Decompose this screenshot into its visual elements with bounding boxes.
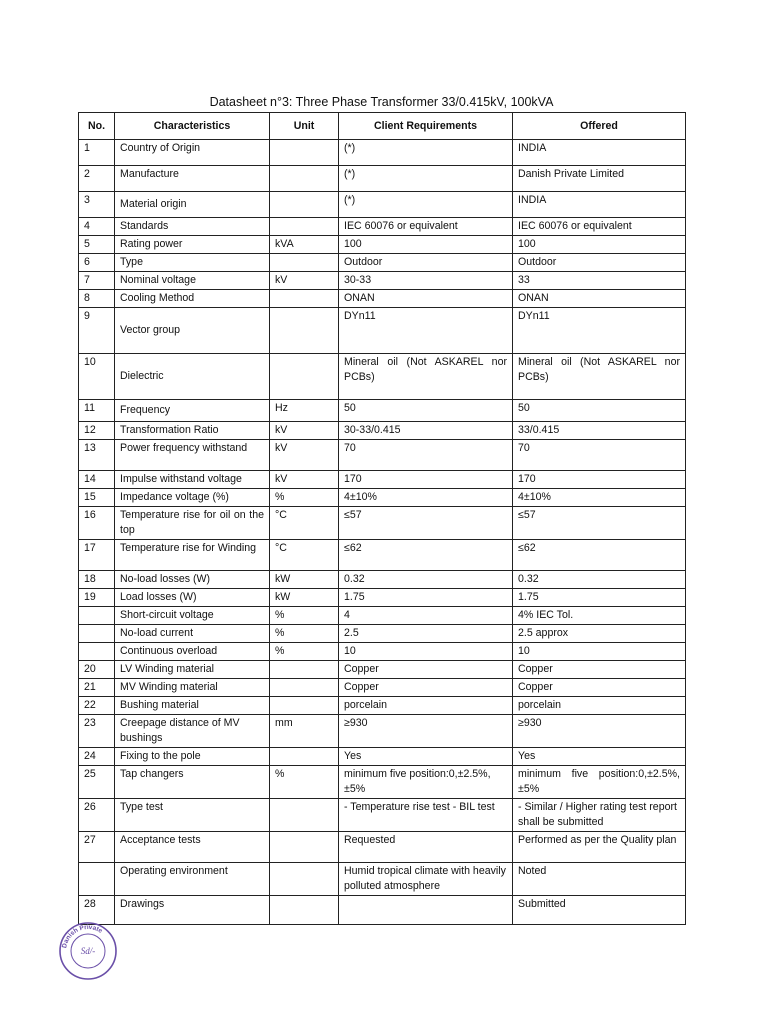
row-characteristic: Vector group [115,308,270,354]
row-unit [270,863,339,896]
row-client-requirement: 50 [339,400,513,422]
row-characteristic: Continuous overload [115,643,270,661]
row-offered: Noted [513,863,686,896]
row-unit [270,192,339,218]
row-client-requirement: Copper [339,661,513,679]
table-row [79,661,686,679]
row-offered: 33/0.415 [513,422,686,440]
row-unit: % [270,607,339,625]
row-characteristic: Type [115,254,270,272]
row-offered: ≤57 [513,507,686,540]
row-client-requirement: 4 [339,607,513,625]
row-client-requirement: Yes [339,748,513,766]
row-characteristic: Drawings [115,896,270,925]
row-unit: % [270,489,339,507]
table-row [79,272,686,290]
row-number: 17 [79,540,115,571]
row-unit: °C [270,540,339,571]
table-row [79,715,686,748]
row-client-requirement: 170 [339,471,513,489]
row-unit [270,308,339,354]
row-offered: ONAN [513,290,686,308]
row-offered: Performed as per the Quality plan [513,832,686,863]
header-row [79,113,686,140]
row-number: 5 [79,236,115,254]
row-client-requirement: 2.5 [339,625,513,643]
row-characteristic: Type test [115,799,270,832]
row-unit: kV [270,440,339,471]
row-unit [270,254,339,272]
row-client-requirement: Humid tropical climate with heavily polluted atmosphere [339,863,513,896]
row-offered: Danish Private Limited [513,166,686,192]
row-offered: 4% IEC Tol. [513,607,686,625]
row-unit: kV [270,471,339,489]
row-characteristic: Impedance voltage (%) [115,489,270,507]
table-row [79,607,686,625]
row-characteristic: Dielectric [115,354,270,400]
row-client-requirement: 30-33/0.415 [339,422,513,440]
header-no: No. [79,113,115,140]
row-unit [270,697,339,715]
row-client-requirement: 4±10% [339,489,513,507]
row-client-requirement: (*) [339,140,513,166]
row-offered: - Similar / Higher rating test report shall be submitted [513,799,686,832]
row-characteristic: Acceptance tests [115,832,270,863]
row-characteristic: Power frequency withstand [115,440,270,471]
row-client-requirement: 70 [339,440,513,471]
row-characteristic: Short-circuit voltage [115,607,270,625]
row-client-requirement: DYn11 [339,308,513,354]
row-offered: INDIA [513,140,686,166]
row-client-requirement: ≥930 [339,715,513,748]
row-number: 23 [79,715,115,748]
row-characteristic: Fixing to the pole [115,748,270,766]
table-row [79,236,686,254]
row-unit [270,218,339,236]
row-number [79,643,115,661]
row-unit: mm [270,715,339,748]
row-unit: kVA [270,236,339,254]
row-characteristic: Standards [115,218,270,236]
table-row [79,863,686,896]
table-row [79,643,686,661]
table-row [79,679,686,697]
row-number: 11 [79,400,115,422]
table-row [79,896,686,925]
row-number: 9 [79,308,115,354]
table-row [79,308,686,354]
row-number: 6 [79,254,115,272]
table-row [79,471,686,489]
row-offered: 70 [513,440,686,471]
row-number: 28 [79,896,115,925]
row-unit [270,832,339,863]
table-row [79,422,686,440]
row-offered: DYn11 [513,308,686,354]
row-number: 7 [79,272,115,290]
table-row [79,218,686,236]
table-row [79,166,686,192]
table-row [79,254,686,272]
row-characteristic: No-load current [115,625,270,643]
row-unit [270,354,339,400]
row-characteristic: Bushing material [115,697,270,715]
row-number: 13 [79,440,115,471]
row-characteristic: Country of Origin [115,140,270,166]
row-offered: 33 [513,272,686,290]
table-row [79,507,686,540]
table-row [79,192,686,218]
row-client-requirement: Copper [339,679,513,697]
row-offered: IEC 60076 or equivalent [513,218,686,236]
table-row [79,832,686,863]
datasheet-title: Datasheet n°3: Three Phase Transformer 33/0.415kV, 100kVA [209,95,554,109]
row-offered: 10 [513,643,686,661]
row-characteristic: Transformation Ratio [115,422,270,440]
row-client-requirement: porcelain [339,697,513,715]
row-number: 21 [79,679,115,697]
row-characteristic: Material origin [115,192,270,218]
row-number: 19 [79,589,115,607]
row-client-requirement: Outdoor [339,254,513,272]
row-offered: Submitted [513,896,686,925]
row-offered: 0.32 [513,571,686,589]
row-offered: ≤62 [513,540,686,571]
row-client-requirement: ONAN [339,290,513,308]
table-row [79,400,686,422]
row-number: 16 [79,507,115,540]
row-offered: 170 [513,471,686,489]
row-offered: Outdoor [513,254,686,272]
row-number: 10 [79,354,115,400]
company-stamp [58,921,118,981]
row-client-requirement: - Temperature rise test - BIL test [339,799,513,832]
row-offered: Mineral oil (Not ASKAREL nor PCBs) [513,354,686,400]
table-row [79,354,686,400]
table-row [79,140,686,166]
row-unit [270,748,339,766]
header-offered: Offered [513,113,686,140]
row-characteristic: Temperature rise for oil on the top [115,507,270,540]
row-characteristic: Rating power [115,236,270,254]
header-characteristics: Characteristics [115,113,270,140]
row-client-requirement: 100 [339,236,513,254]
row-characteristic: Tap changers [115,766,270,799]
row-offered: 50 [513,400,686,422]
row-number: 12 [79,422,115,440]
row-number: 22 [79,697,115,715]
row-characteristic: MV Winding material [115,679,270,697]
row-characteristic: Manufacture [115,166,270,192]
row-characteristic: Temperature rise for Winding [115,540,270,571]
table-row [79,489,686,507]
row-unit: kW [270,571,339,589]
row-characteristic: No-load losses (W) [115,571,270,589]
row-unit: % [270,643,339,661]
row-characteristic: Creepage distance of MV bushings [115,715,270,748]
row-unit [270,799,339,832]
table-row [79,571,686,589]
row-client-requirement: Requested [339,832,513,863]
row-number: 8 [79,290,115,308]
row-number: 15 [79,489,115,507]
row-unit: % [270,625,339,643]
table-row [79,625,686,643]
row-characteristic: Load losses (W) [115,589,270,607]
row-number: 24 [79,748,115,766]
row-unit: % [270,766,339,799]
row-unit [270,679,339,697]
row-offered: 4±10% [513,489,686,507]
row-client-requirement: Mineral oil (Not ASKAREL nor PCBs) [339,354,513,400]
row-number: 26 [79,799,115,832]
row-number [79,607,115,625]
stamp-ring-text: Danish Private [61,923,104,949]
row-client-requirement: 1.75 [339,589,513,607]
row-number: 4 [79,218,115,236]
row-offered: porcelain [513,697,686,715]
row-unit: kV [270,272,339,290]
row-offered: ≥930 [513,715,686,748]
row-unit: Hz [270,400,339,422]
row-offered: Yes [513,748,686,766]
row-client-requirement: ≤57 [339,507,513,540]
row-unit [270,290,339,308]
row-unit [270,166,339,192]
row-unit: °C [270,507,339,540]
row-client-requirement: ≤62 [339,540,513,571]
stamp-signature: Sd/- [80,946,96,956]
table-row [79,440,686,471]
spec-table [78,112,686,925]
row-characteristic: LV Winding material [115,661,270,679]
row-client-requirement: 0.32 [339,571,513,589]
row-client-requirement [339,896,513,925]
table-row [79,766,686,799]
row-unit: kW [270,589,339,607]
row-number: 14 [79,471,115,489]
row-characteristic: Nominal voltage [115,272,270,290]
row-client-requirement: (*) [339,166,513,192]
row-offered: 2.5 approx [513,625,686,643]
row-number: 3 [79,192,115,218]
row-unit [270,896,339,925]
row-number: 1 [79,140,115,166]
row-client-requirement: 10 [339,643,513,661]
row-offered: minimum five position:0,±2.5%,±5% [513,766,686,799]
row-client-requirement: IEC 60076 or equivalent [339,218,513,236]
row-offered: Copper [513,679,686,697]
row-client-requirement: (*) [339,192,513,218]
table-row [79,290,686,308]
row-number [79,625,115,643]
row-number: 25 [79,766,115,799]
header-unit: Unit [270,113,339,140]
row-offered: 1.75 [513,589,686,607]
row-offered: Copper [513,661,686,679]
table-row [79,697,686,715]
table-row [79,748,686,766]
row-number [79,863,115,896]
table-row [79,540,686,571]
row-unit [270,140,339,166]
row-characteristic: Impulse withstand voltage [115,471,270,489]
row-client-requirement: 30-33 [339,272,513,290]
row-number: 2 [79,166,115,192]
row-offered: 100 [513,236,686,254]
row-number: 20 [79,661,115,679]
row-characteristic: Operating environment [115,863,270,896]
row-unit [270,661,339,679]
header-client-requirements: Client Requirements [339,113,513,140]
row-number: 18 [79,571,115,589]
row-number: 27 [79,832,115,863]
table-row [79,589,686,607]
row-unit: kV [270,422,339,440]
row-characteristic: Frequency [115,400,270,422]
row-characteristic: Cooling Method [115,290,270,308]
table-row [79,799,686,832]
row-offered: INDIA [513,192,686,218]
row-client-requirement: minimum five position:0,±2.5%,±5% [339,766,513,799]
